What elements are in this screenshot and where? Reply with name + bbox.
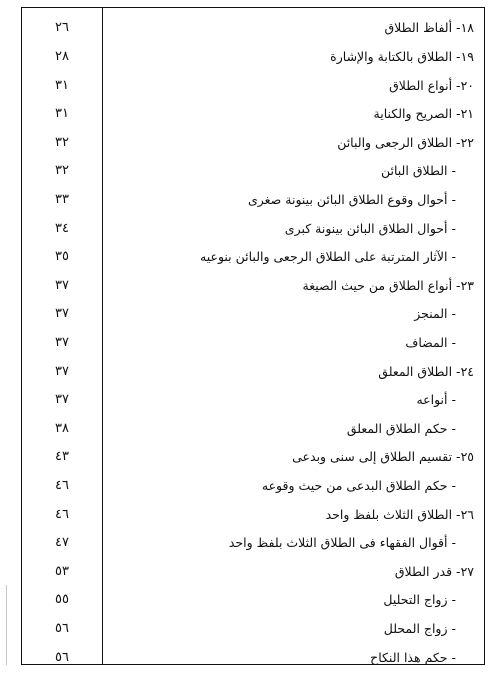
toc-entry-title: ١٩- الطلاق بالكتابة والإشارة [330, 48, 474, 64]
page-number: ٤٣ [55, 449, 69, 465]
toc-subentry-title: - حكم الطلاق المعلق [346, 420, 456, 436]
table-row [22, 70, 484, 100]
toc-entry-title: ٢٤- الطلاق المعلق [378, 363, 474, 379]
page-number: ٣٢ [55, 163, 69, 179]
table-row [22, 156, 484, 186]
table-row [22, 99, 484, 129]
page-number: ٢٦ [55, 20, 69, 36]
page-number: ٤٧ [55, 535, 69, 551]
toc-subentry-title: - الآثار المترتبة على الطلاق الرجعى والبائن بنوعيه [200, 249, 456, 265]
table-row [22, 385, 484, 415]
table-row [22, 642, 484, 672]
page-number: ٣٧ [55, 334, 69, 350]
toc-subentry-title: - أحوال الطلاق البائن بينونة كبرى [284, 220, 456, 236]
toc-subentry-title: - أنواعه [416, 392, 456, 408]
table-row [22, 185, 484, 215]
table-row [22, 471, 484, 501]
table-row [22, 614, 484, 644]
page-number: ٥٥ [55, 592, 69, 608]
toc-subentry-title: - زواج المحلل [383, 620, 456, 636]
toc-entry-title: ٢٠- أنواع الطلاق [389, 77, 474, 93]
page-number: ٤٦ [55, 477, 69, 493]
table-row [22, 442, 484, 472]
table-row [22, 242, 484, 272]
toc-subentry-title: - المضاف [405, 334, 456, 350]
page-number: ٣٣ [55, 191, 69, 207]
toc-entry-title: ٢٥- تقسيم الطلاق إلى سنى وبدعى [292, 449, 474, 465]
toc-subentry-title: - الطلاق البائن [380, 163, 456, 179]
table-row [22, 13, 484, 43]
page-number: ٣٤ [55, 220, 69, 236]
toc-entry-title: ٢٧- قدر الطلاق [394, 563, 474, 579]
page-number: ٣١ [55, 77, 69, 93]
table-row [22, 413, 484, 443]
page-number: ٣٢ [55, 134, 69, 150]
page-number: ٣٧ [55, 392, 69, 408]
table-row [22, 270, 484, 300]
page-number: ٤٦ [55, 506, 69, 522]
table-row [22, 585, 484, 615]
toc-subentry-title: - أقوال الفقهاء فى الطلاق الثلاث بلفظ واحد [228, 535, 456, 551]
toc-entry-title: ٢٦- الطلاق الثلاث بلفظ واحد [325, 506, 474, 522]
page-number: ٣٥ [55, 249, 69, 265]
toc-subentry-title: - حكم هذا النكاح [370, 649, 456, 665]
page-number: ٣٧ [55, 363, 69, 379]
toc-subentry-title: - المنجز [414, 306, 456, 322]
toc-entry-title: ٢١- الصريح والكناية [373, 106, 474, 122]
table-row [22, 127, 484, 157]
toc-subentry-title: - أحوال وقوع الطلاق البائن بينونة صغرى [247, 191, 456, 207]
page-number: ٣٧ [55, 306, 69, 322]
table-row [22, 556, 484, 586]
page-number: ٥٦ [55, 620, 69, 636]
table-row [22, 213, 484, 243]
toc-entry-title: ٢٢- الطلاق الرجعى والبائن [337, 134, 474, 150]
table-row [22, 499, 484, 529]
toc-entry-title: ١٨- ألفاظ الطلاق [384, 20, 474, 36]
page-number: ٣٨ [55, 420, 69, 436]
table-row [22, 299, 484, 329]
table-row [22, 356, 484, 386]
page-number: ٢٨ [55, 48, 69, 64]
page-number: ٥٣ [55, 563, 69, 579]
table-row [22, 328, 484, 358]
page-number: ٣٧ [55, 277, 69, 293]
table-row [22, 528, 484, 558]
scan-edge-mark [6, 585, 8, 665]
table-of-contents [21, 7, 485, 665]
toc-subentry-title: - زواج التحليل [383, 592, 456, 608]
table-row [22, 42, 484, 72]
page-number: ٣١ [55, 106, 69, 122]
page-number: ٥٦ [55, 649, 69, 665]
toc-entry-title: ٢٣- أنواع الطلاق من حيث الصيغة [302, 277, 474, 293]
toc-subentry-title: - حكم الطلاق البدعى من حيث وقوعه [261, 477, 456, 493]
